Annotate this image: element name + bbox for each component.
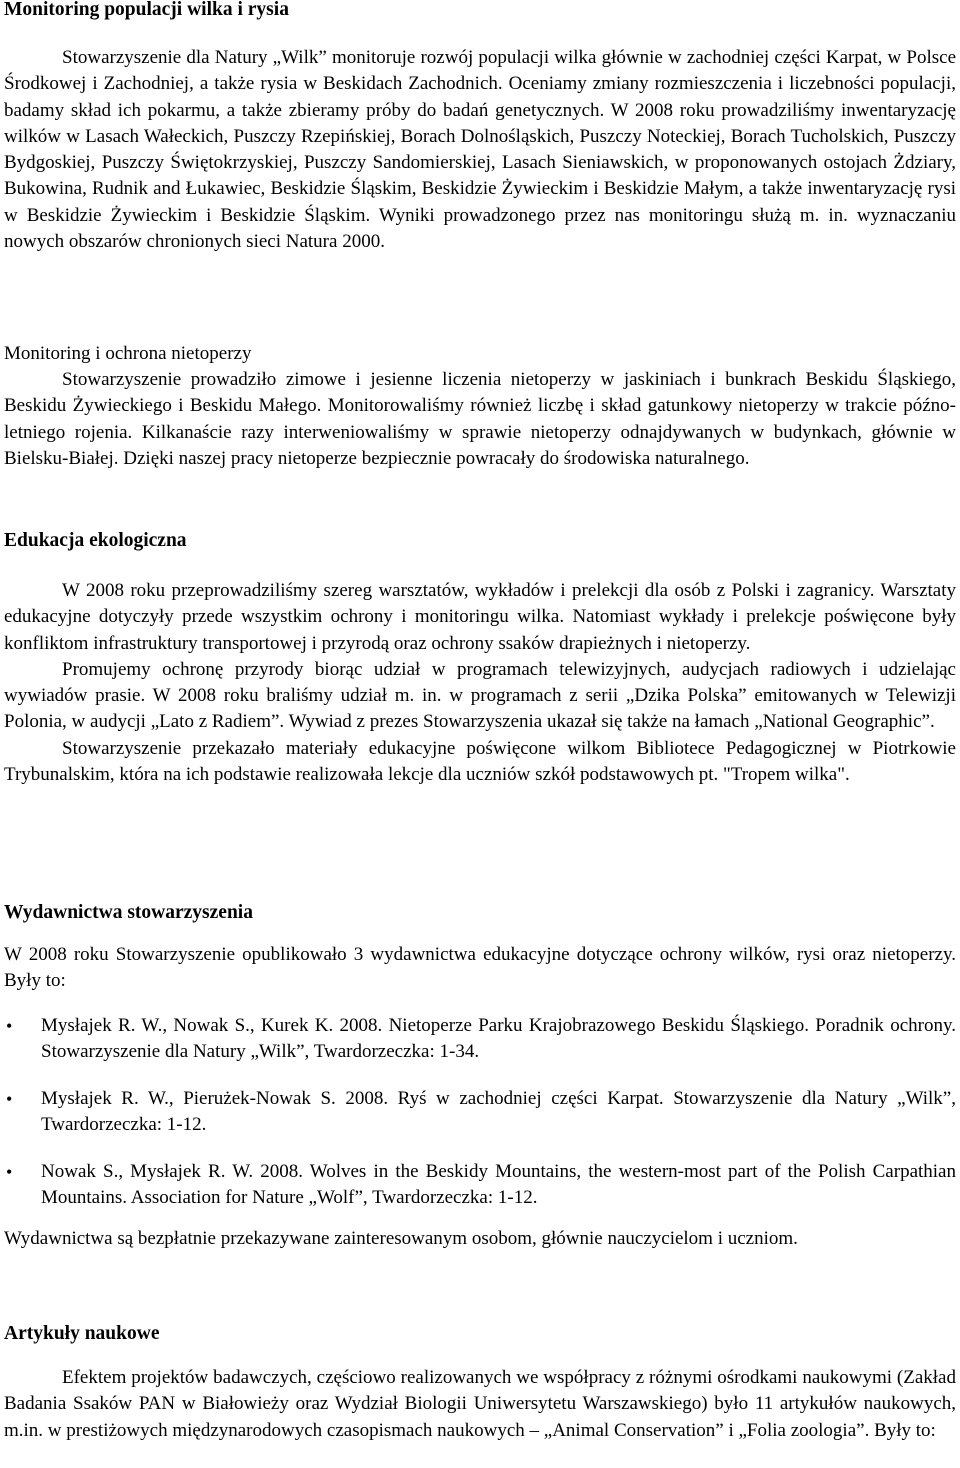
paragraph: Efektem projektów badawczych, częściowo realizowanych we współpracy z różnymi ośrodkami naukowymi (Zakład Badania Ssaków PAN w Białowieży oraz Wydział Biologii Uniwersytetu Warszawskiego) było 11 artykułów naukowych, m.in. w prestiżowych międzynarodowych czasopismach naukowych – „Animal Conservation” i „Folia zoologia”. Były to: [4,1367,956,1441]
paragraph: Stowarzyszenie przekazało materiały edukacyjne poświęcone wilkom Bibliotece Pedagogicznej w Piotrkowie Trybunalskim, która na ich podstawie realizowała lekcje dla uczniów szkół podstawowych pt. "Tropem wilka". [4,737,956,786]
paragraph: Stowarzyszenie dla Natury „Wilk” monitoruje rozwój populacji wilka głównie w zachodniej części Karpat, w Polsce Środkowej i Zachodniej, a także rysia w Beskidach Zachodnich. Oceniamy zmiany rozmieszczenia i liczebności populacji, badamy skład ich pokarmu, a także zbieramy próby do badań genetycznych. W 2008 roku prowadziliśmy inwentaryzację wilków w Lasach Wałeckich, Puszczy Rzepińskiej, Borach Dolnośląskich, Puszczy Noteckiej, Borach Tucholskich, Puszczy Bydgoskiej, Puszczy Świętokrzyskiej, Puszczy Sandomierskiej, Lasach Sieniawskich, w proponowanych ostojach Żdziary, Bukowina, Rudnik and Łukawiec, Beskidzie Śląskim, Beskidzie Żywieckim i Beskidzie Małym, a także inwentaryzację rysi w Beskidzie Żywieckim i Beskidzie Śląskim. Wyniki prowadzonego przez nas monitoringu służą m. in. wyznaczaniu nowych obszarów chronionych sieci Natura 2000. [4,47,956,253]
section-heading: Artykuły naukowe [4,1323,160,1344]
publications-outro: Wydawnictwa są bezpłatnie przekazywane zainteresowanym osobom, głównie nauczycielom i uczniom. [4,1227,798,1249]
section-bats [4,341,956,472]
list-item [4,1086,956,1139]
publication-text: Mysłajek R. W., Pierużek-Nowak S. 2008. Ryś w zachodniej części Karpat. Stowarzyszenie dla Natury „Wilk”, Twardorzeczka: 1-12. [41,1087,956,1136]
publication-text: Nowak S., Mysłajek R. W. 2008. Wolves in the Beskidy Mountains, the western-most part of the Polish Carpathian Mountains. Association for Nature „Wolf”, Twardorzeczka: 1-12. [41,1160,956,1209]
section-wolf-lynx [4,0,956,255]
section-heading: Wydawnictwa stowarzyszenia [4,902,253,923]
publication-text: Mysłajek R. W., Nowak S., Kurek K. 2008. Nietoperze Parku Krajobrazowego Beskidu Śląskiego. Poradnik ochrony. Stowarzyszenie dla Natury „Wilk”, Twardorzeczka: 1-34. [41,1014,956,1063]
section-education [4,528,956,788]
bullet-icon: • [6,1015,13,1036]
bullet-icon: • [6,1161,13,1182]
section-publications [4,900,956,1252]
publications-list [4,1013,956,1212]
paragraph: Promujemy ochronę przyrody biorąc udział w programach telewizyjnych, audycjach radiowych i udzielając wywiadów prasie. W 2008 roku braliśmy udział m. in. w programach z serii „Dzika Polska” emitowanych w Telewizji Polonia, w audycji „Lato z Radiem”. Wywiad z prezes Stowarzyszenia ukazał się także na łamach „National Geographic”. [4,658,956,733]
paragraph: Stowarzyszenie prowadziło zimowe i jesienne liczenia nietoperzy w jaskiniach i bunkrach Beskidu Śląskiego, Beskidu Żywieckiego i Beskidu Małego. Monitorowaliśmy również liczbę i skład gatunkowy nietoperzy w trakcie późno-letniego rojenia. Kilkanaście razy interweniowaliśmy w sprawie nietoperzy odnajdywanych w budynkach, głównie w Bielsku-Białej. Dzięki naszej pracy nietoperze bezpiecznie powracały do środowiska naturalnego. [4,369,956,469]
list-item [4,1159,956,1212]
section-heading: Edukacja ekologiczna [4,530,187,551]
publications-intro: W 2008 roku Stowarzyszenie opublikowało 3 wydawnictwa edukacyjne dotyczące ochrony wilków, rysi oraz nietoperzy. Były to: [4,944,956,992]
section-heading: Monitoring populacji wilka i rysia [4,0,289,20]
bullet-icon: • [6,1088,13,1109]
paragraph: W 2008 roku przeprowadziliśmy szereg warsztatów, wykładów i prelekcji dla osób z Polski i zagranicy. Warsztaty edukacyjne dotyczyły przede wszystkim ochrony i monitoringu wilka. Natomiast wykłady i prelekcje poświęcone były konfliktom infrastruktury transportowej i przyrodą oraz ochrony ssaków drapieżnych i nietoperzy. [4,580,956,654]
list-item [4,1013,956,1066]
section-articles [4,1321,956,1444]
section-heading: Monitoring i ochrona nietoperzy [4,343,252,364]
